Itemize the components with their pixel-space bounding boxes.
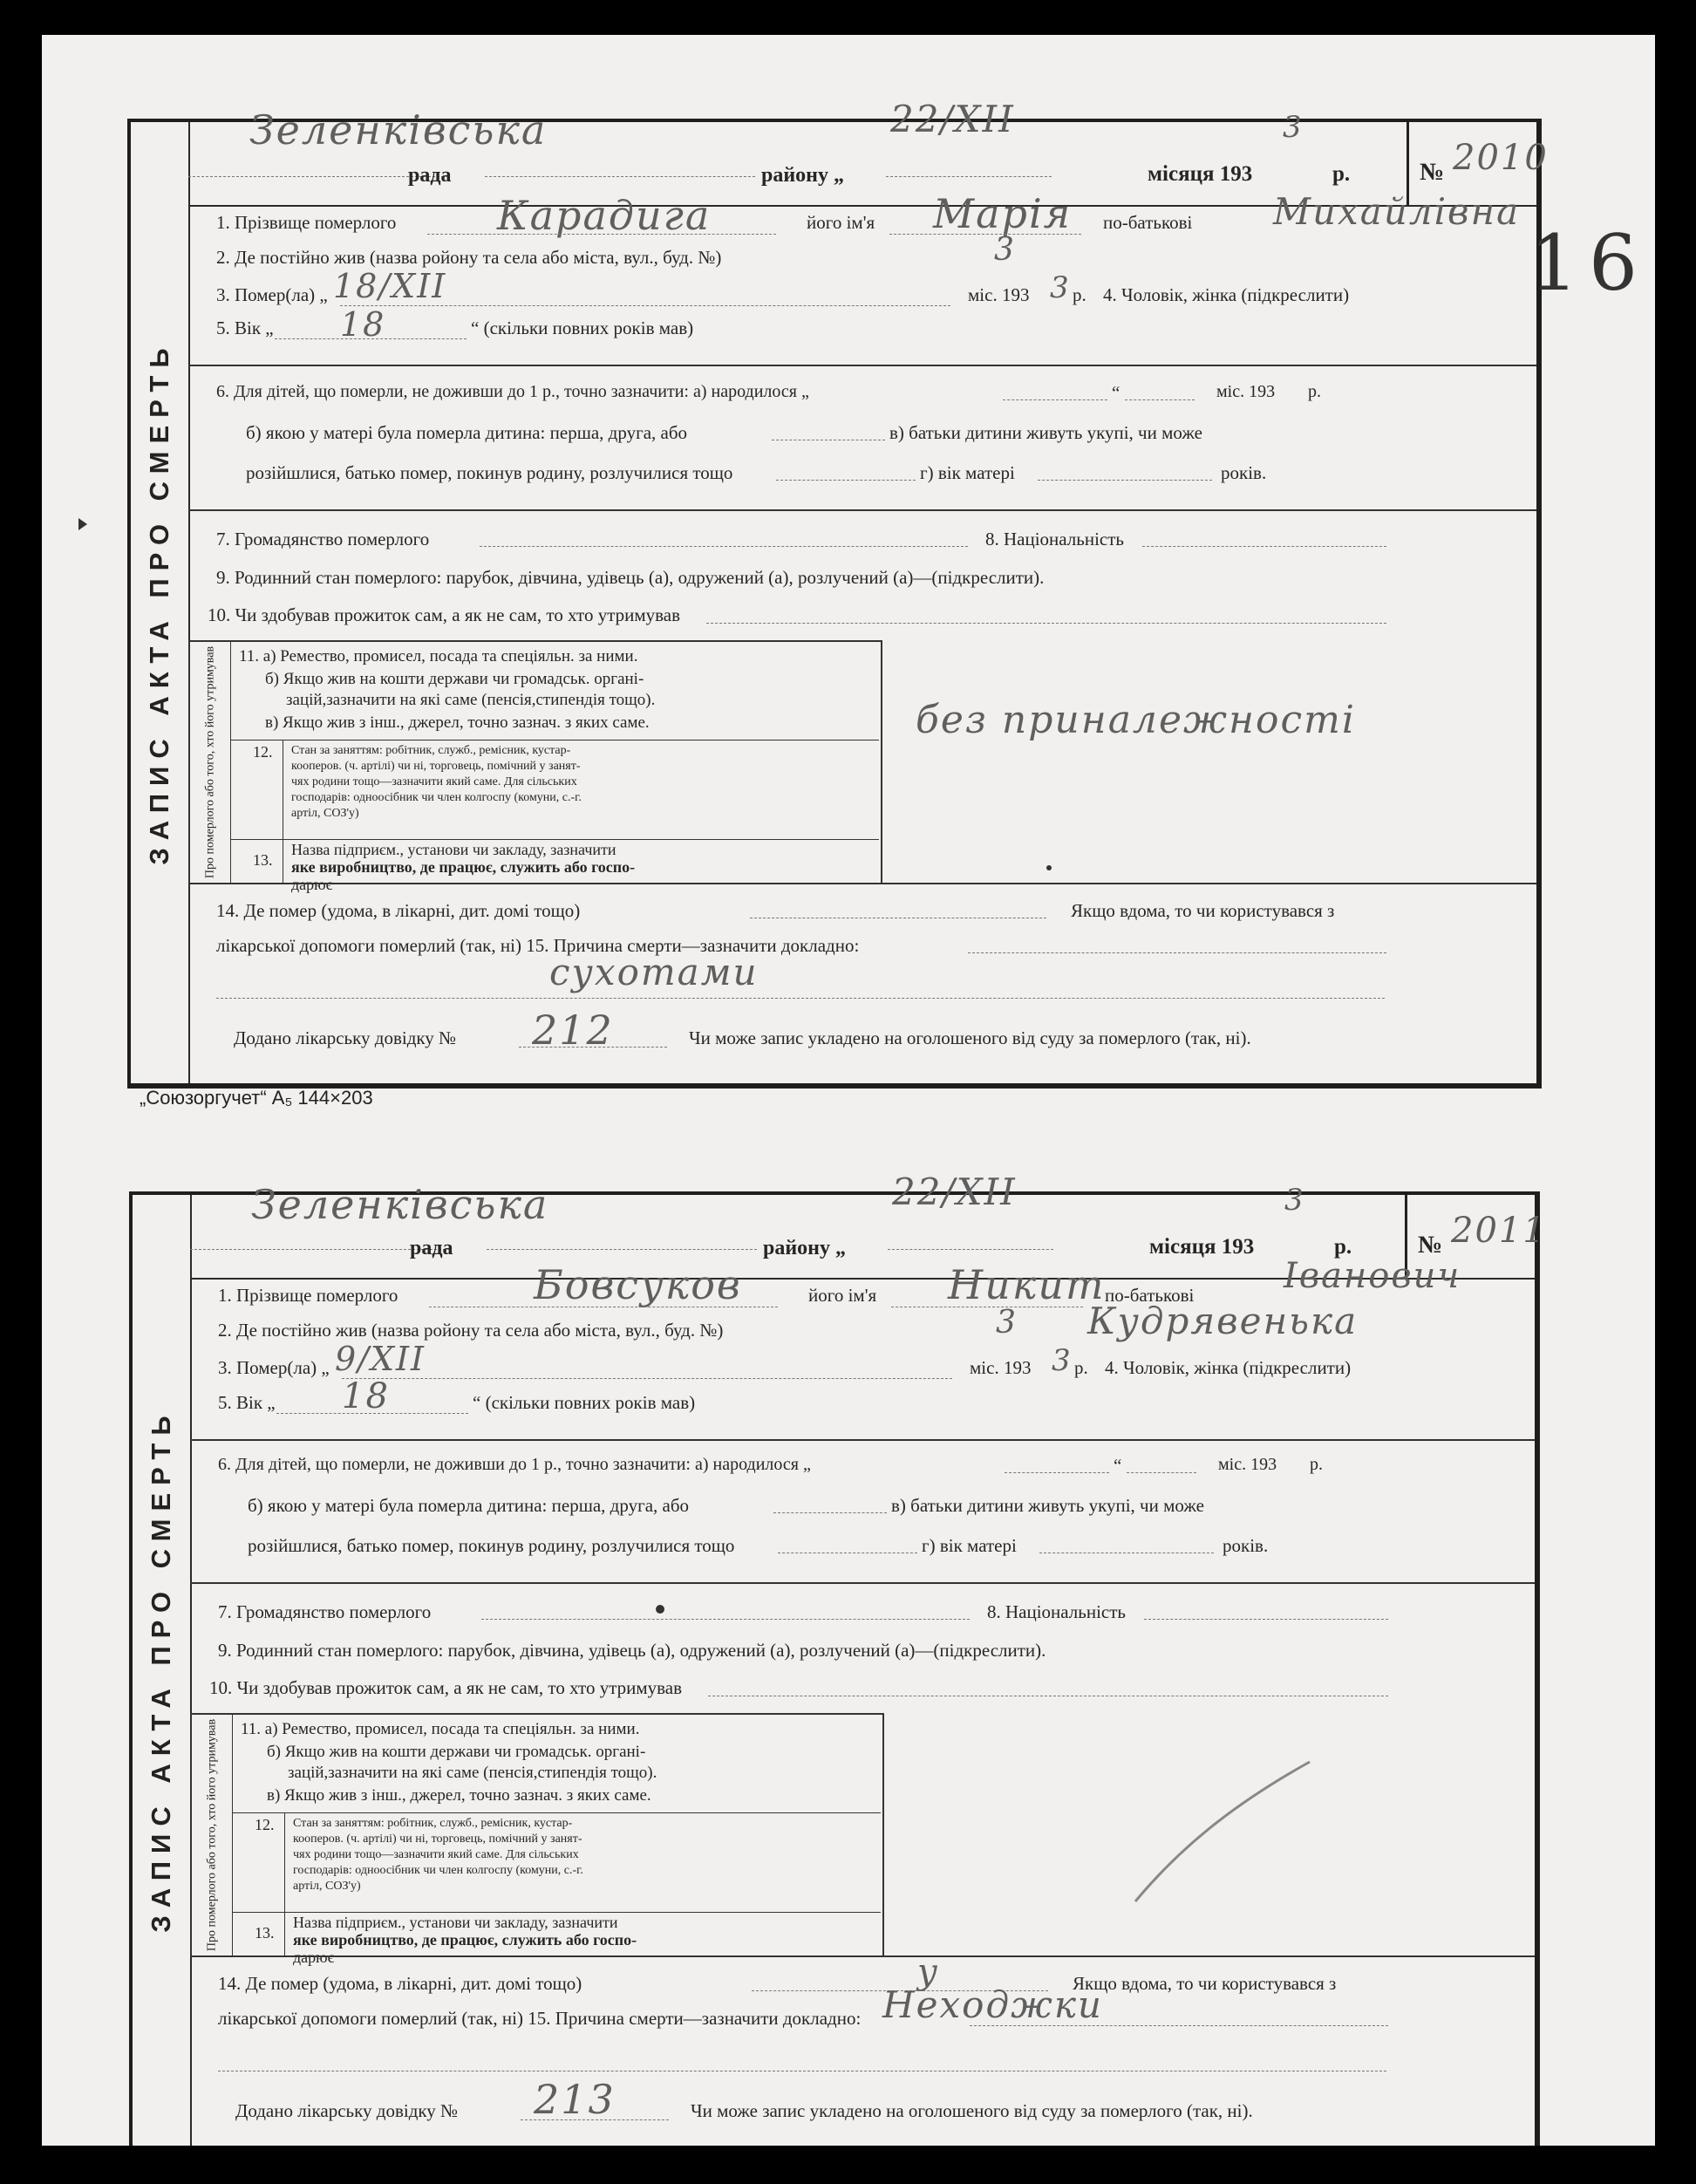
- label-number: №: [1418, 1232, 1443, 1259]
- printer-imprint-1: „Союзоргучет“ А₅ 144×203: [140, 1087, 373, 1109]
- field-14-home: Якщо вдома, то чи користувався з: [1071, 900, 1335, 921]
- field-15: лікарської допомоги померлий (так, ні) 15. Причина смерти—зазначити докладно:: [218, 2008, 862, 2029]
- field-16: Додано лікарську довідку №: [235, 2100, 459, 2121]
- field-11b1: б) Якщо жив на кошти держави чи громадськ. органі-: [267, 1743, 646, 1761]
- field-1-name: його ім'я: [808, 1285, 877, 1306]
- field-1-patronymic: по-батькові: [1105, 1285, 1195, 1306]
- hw-death-date: 18/XII: [333, 267, 447, 305]
- field-6a-r: р.: [1310, 1455, 1323, 1474]
- hw-age: 18: [340, 305, 386, 344]
- record-sidebar: [131, 122, 190, 1083]
- hw-patronymic: Іванович: [1284, 1256, 1461, 1296]
- field-10: 10. Чи здобував прожиток сам, а як не сам, то хто утримував: [208, 604, 681, 625]
- ink-dot: [656, 1605, 664, 1614]
- hw-date: 22/XII: [892, 1170, 1017, 1213]
- field-3-label: 3. Помер(ла) „: [218, 1357, 330, 1378]
- occupation-side-label: Про померлого або того, хто його утримував: [190, 642, 231, 883]
- field-3-r: р.: [1073, 284, 1086, 305]
- field-13-line2: яке виробництво, де працює, служить або госпо-: [293, 1931, 637, 1949]
- field-3-r: р.: [1074, 1357, 1088, 1378]
- field-14: 14. Де помер (удома, в лікарні, дит. домі тощо): [218, 1973, 582, 1994]
- hw-name: Никит: [948, 1261, 1106, 1308]
- field-11v: в) Якщо жив з інш., джерел, точно зазнач. з яких саме.: [265, 713, 650, 732]
- margin-mark: 16: [1529, 218, 1648, 308]
- label-raion: району „: [763, 1237, 847, 1259]
- field-11a: 11. а) Ремество, промисел, посада та спеціяльн. за ними.: [239, 647, 638, 665]
- hw-address-year: 3: [994, 232, 1016, 268]
- field-8: 8. Національність: [985, 529, 1125, 549]
- field-13-line3: дарює: [293, 1949, 335, 1966]
- field-12-line2: кооперов. (ч. артілі) чи ні, торговець, помічний у занят-: [293, 1833, 582, 1846]
- field-6b: б) якою у матері була померла дитина: перша, друга, або: [246, 422, 688, 443]
- field-14-home: Якщо вдома, то чи користувався з: [1073, 1973, 1337, 1994]
- field-7: 7. Громадянство померлого: [218, 1601, 432, 1622]
- field-13-line1: Назва підприєм., установи чи закладу, зазначити: [293, 1914, 618, 1931]
- field-11b2: зацій,зазначити на які саме (пенсія,стипендія тощо).: [286, 691, 656, 709]
- hw-rada: Зеленківська: [251, 1181, 549, 1228]
- ink-dot: [1046, 865, 1052, 870]
- field-12-line3: чях родини тощо—зазначити який саме. Для сільських: [291, 775, 577, 788]
- hw-occupation: без приналежності: [916, 698, 1356, 742]
- field-6-years: років.: [1221, 462, 1267, 483]
- label-month: місяця 193: [1148, 162, 1253, 186]
- record-title: ЗАПИС АКТА ПРО СМЕРТЬ: [146, 1408, 176, 1933]
- field-12-line1: Стан за заняттям: робітник, служб., ремісник, кустар-: [293, 1817, 573, 1830]
- field-13-num: 13.: [253, 851, 273, 869]
- hw-year: 3: [1284, 1183, 1305, 1218]
- field-5-tail: “ (скільки повних років мав): [473, 1392, 696, 1413]
- field-6-years: років.: [1223, 1535, 1269, 1556]
- field-13-num: 13.: [255, 1924, 275, 1942]
- field-6c: розійшлися, батько помер, покинув родину, розлучилися тощо: [246, 462, 733, 483]
- field-12-line5: артіл, СОЗ'у): [293, 1880, 361, 1893]
- field-7: 7. Громадянство померлого: [216, 529, 430, 549]
- field-12-line5: артіл, СОЗ'у): [291, 807, 359, 820]
- hw-certificate: 213: [534, 2076, 616, 2123]
- field-5-label: 5. Вік „: [218, 1392, 276, 1413]
- field-6v: в) батьки дитини живуть укупі, чи може: [891, 1495, 1204, 1516]
- occupation-side-label: Про померлого або того, хто його утримував: [192, 1715, 233, 1955]
- hw-surname: Бовсуков: [534, 1261, 742, 1308]
- field-6a: 6. Для дітей, що померли, не доживши до 1 р., точно зазначити: а) народилося „: [218, 1455, 811, 1474]
- label-rada: рада: [408, 164, 452, 187]
- field-6a-quote: “: [1114, 1455, 1122, 1476]
- field-12-num: 12.: [253, 743, 273, 761]
- field-3-month: міс. 193: [970, 1357, 1032, 1378]
- hw-place: у: [917, 1952, 940, 1992]
- field-12-line3: чях родини тощо—зазначити який саме. Для сільських: [293, 1848, 579, 1861]
- field-1-label: 1. Прізвище померлого: [216, 212, 397, 233]
- field-8: 8. Національність: [987, 1601, 1127, 1622]
- field-1-label: 1. Прізвище померлого: [218, 1285, 398, 1306]
- field-6b: б) якою у матері була померла дитина: перша, друга, або: [248, 1495, 690, 1516]
- field-14: 14. Де помер (удома, в лікарні, дит. домі тощо): [216, 900, 581, 921]
- field-11a: 11. а) Ремество, промисел, посада та спеціяльн. за ними.: [241, 1720, 640, 1738]
- record-title: ЗАПИС АКТА ПРО СМЕРТЬ: [144, 340, 174, 865]
- field-6a-r: р.: [1308, 382, 1321, 401]
- hw-address-year: 3: [996, 1305, 1018, 1341]
- field-12-line4: господарів: одноосібник чи член колгоспу (комуни, с.-г.: [291, 791, 582, 804]
- field-6a-month: міс. 193: [1216, 382, 1276, 401]
- punch-mark-1: [78, 518, 87, 530]
- hw-death-year: 3: [1052, 1343, 1073, 1378]
- field-13-line2: яке виробництво, де працює, служить або госпо-: [291, 858, 636, 876]
- field-13-line3: дарює: [291, 876, 333, 893]
- occupation-block: [188, 640, 882, 893]
- label-raion: району „: [761, 164, 845, 187]
- label-rada: рада: [410, 1237, 453, 1259]
- field-16-court: Чи може запис укладено на оголошеного від суду за померлого (так, ні).: [691, 2100, 1253, 2121]
- hw-death-year: 3: [1050, 270, 1071, 305]
- field-11v: в) Якщо жив з інш., джерел, точно зазнач. з яких саме.: [267, 1786, 651, 1805]
- field-12-line2: кооперов. (ч. артілі) чи ні, торговець, помічний у занят-: [291, 760, 581, 773]
- hw-date: 22/XII: [890, 98, 1015, 140]
- hw-cause: Неходжки: [882, 1983, 1103, 2026]
- field-3-label: 3. Помер(ла) „: [216, 284, 328, 305]
- field-6a-quote: “: [1112, 382, 1120, 403]
- field-5-label: 5. Вік „: [216, 317, 274, 338]
- field-12-num: 12.: [255, 1816, 275, 1833]
- record-sidebar: [133, 1195, 192, 2146]
- field-13-line1: Назва підприєм., установи чи закладу, зазначити: [291, 841, 616, 858]
- field-4: 4. Чоловік, жінка (підкреслити): [1103, 284, 1350, 305]
- field-15: лікарської допомоги померлий (так, ні) 15. Причина смерти—зазначити докладно:: [216, 935, 860, 956]
- field-16: Додано лікарську довідку №: [234, 1027, 457, 1048]
- field-6v: в) батьки дитини живуть укупі, чи може: [889, 422, 1202, 443]
- label-month: місяця 193: [1149, 1235, 1255, 1259]
- hw-rada: Зеленківська: [249, 106, 548, 154]
- strike-through-stroke: [1127, 1753, 1318, 1910]
- field-6a-month: міс. 193: [1218, 1455, 1277, 1474]
- hw-record-number: 2011: [1451, 1211, 1547, 1251]
- field-12-line1: Стан за заняттям: робітник, служб., ремісник, кустар-: [291, 744, 571, 757]
- occupation-block: [190, 1713, 884, 1966]
- field-5-tail: “ (скільки повних років мав): [471, 317, 694, 338]
- hw-cause: сухотами: [549, 951, 759, 993]
- field-6g: г) вік матері: [920, 462, 1015, 483]
- field-10: 10. Чи здобував прожиток сам, а як не сам, то хто утримував: [209, 1677, 683, 1698]
- hw-record-number: 2010: [1453, 138, 1549, 178]
- field-11b2: зацій,зазначити на які саме (пенсія,стипендія тощо).: [288, 1764, 657, 1782]
- hw-name: Марія: [933, 190, 1073, 237]
- field-3-month: міс. 193: [968, 284, 1030, 305]
- field-6a: 6. Для дітей, що померли, не доживши до 1 р., точно зазначити: а) народилося „: [216, 382, 809, 401]
- label-number: №: [1420, 159, 1445, 186]
- hw-death-date: 9/XII: [335, 1340, 426, 1378]
- death-record-2: [129, 1170, 1547, 2146]
- death-record-1: [127, 98, 1549, 1089]
- hw-surname: Карадига: [497, 192, 712, 239]
- field-6c: розійшлися, батько помер, покинув родину, розлучилися тощо: [248, 1535, 735, 1556]
- field-11b1: б) Якщо жив на кошти держави чи громадськ. органі-: [265, 670, 644, 688]
- field-2: 2. Де постійно жив (назва ройону та села або міста, вул., буд. №): [218, 1320, 724, 1341]
- field-16-court: Чи може запис укладено на оголошеного від суду за померлого (так, ні).: [689, 1027, 1251, 1048]
- hw-patronymic: Михайлівна: [1273, 190, 1521, 233]
- hw-certificate: 212: [532, 1007, 614, 1054]
- label-year-r: р.: [1334, 1235, 1352, 1259]
- field-6g: г) вік матері: [922, 1535, 1017, 1556]
- field-1-patronymic: по-батькові: [1103, 212, 1193, 233]
- document-page: [42, 35, 1655, 2146]
- hw-age: 18: [342, 1376, 390, 1416]
- field-1-name: його ім'я: [807, 212, 875, 233]
- field-9: 9. Родинний стан померлого: парубок, дівчина, удівець (а), одружений (а), розлучений (а)—(підкреслити).: [216, 567, 1045, 588]
- label-year-r: р.: [1332, 162, 1351, 186]
- hw-year: 3: [1283, 110, 1304, 145]
- field-2: 2. Де постійно жив (назва ройону та села або міста, вул., буд. №): [216, 247, 722, 268]
- field-9: 9. Родинний стан померлого: парубок, дівчина, удівець (а), одружений (а), розлучений (а)—(підкреслити).: [218, 1640, 1046, 1661]
- field-12-line4: господарів: одноосібник чи член колгоспу (комуни, с.-г.: [293, 1864, 583, 1877]
- hw-address: Кудрявенька: [1087, 1300, 1359, 1342]
- field-4: 4. Чоловік, жінка (підкреслити): [1105, 1357, 1352, 1378]
